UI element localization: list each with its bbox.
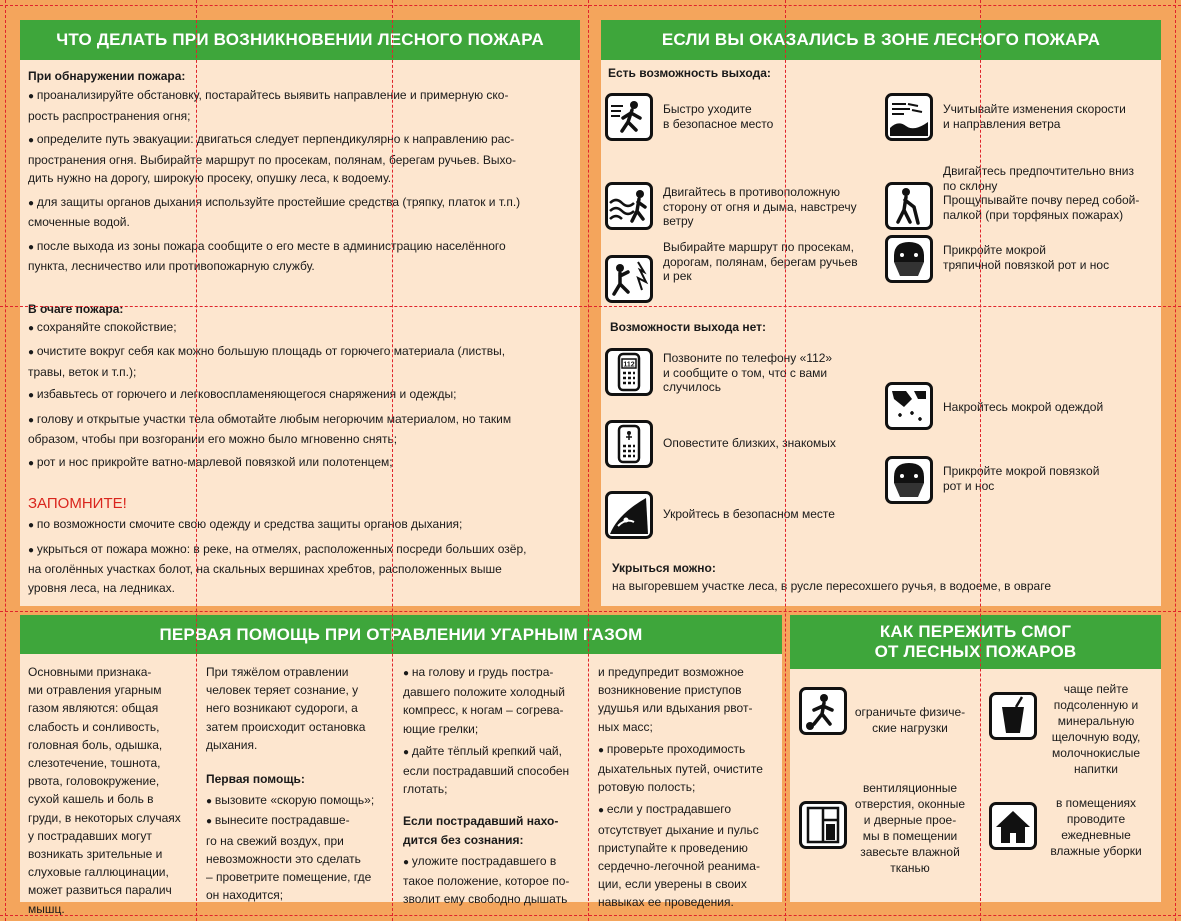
no-exit-item-3: Оповестите близких, знакомых xyxy=(663,436,836,450)
exit-heading: Есть возможность выхода: xyxy=(608,66,771,80)
walking-stick-icon xyxy=(885,182,933,230)
no-exit-item-2: Накройтесь мокрой одеждой xyxy=(943,400,1104,414)
list-item: уровня леса, на ледниках. xyxy=(28,580,175,595)
list-item: пространения огня. Выбирайте маршрут по просекам, полянам, берегам ручьев. Выхо- xyxy=(28,152,517,167)
no-exit-heading: Возможности выхода нет: xyxy=(610,320,767,334)
forest-fire-panel xyxy=(20,20,580,606)
phone-contacts-icon xyxy=(605,420,653,468)
shelter-text: на выгоревшем участке леса, в русле пересохшего ручья, в водоеме, в овраге xyxy=(612,579,1052,593)
fire-zone-title: ЕСЛИ ВЫ ОКАЗАЛИСЬ В ЗОНЕ ЛЕСНОГО ПОЖАРА xyxy=(601,20,1161,60)
first-aid-title: ПЕРВАЯ ПОМОЩЬ ПРИ ОТРАВЛЕНИИ УГАРНЫМ ГАЗОМ xyxy=(20,615,782,654)
wet-clothes-icon xyxy=(885,382,933,430)
list-item: травы, веток и т.п.); xyxy=(28,364,137,379)
list-item: ● сохраняйте спокойствие; xyxy=(28,318,570,339)
list-item: ● голову и открытые участки тела обмотайте любым негорючим материалом, но таким xyxy=(28,410,570,431)
list-item: ● определите путь эвакуации: двигаться следует перпендикулярно к направлению рас- xyxy=(28,130,570,151)
exit-item-3: Двигайтесь в противоположную сторону от огня и дыма, навстречу ветру xyxy=(663,185,857,228)
detection-list xyxy=(28,86,570,276)
running-person-icon xyxy=(605,93,653,141)
first-aid-col-3: ● на голову и грудь постра- давшего положите холодный компресс, к ногам – согрева- ющие грелки; ● дайте тёплый крепкий чай, если пострадавший способен глотать; Если пострадавший нахо- дится без сознания: ● уложите пострадавшего в такое положение, которое по- зволит ему свободно дышать xyxy=(403,663,583,908)
first-aid-col-4: и предупредит возможное возникновение приступов удушья или вдыхания рвот- ных масс; ● проверьте проходимость дыхательных путей, очистите ротовую полость; ● если у пострадавшего отсутствует дыхание и пульс приступайте к проведению сердечно-легочной реанима- ции, если уверены в своих навыках ее проведения. xyxy=(598,663,780,912)
phone-112-icon xyxy=(605,348,653,396)
remember-list xyxy=(28,515,570,597)
fold-guide xyxy=(1175,0,1176,921)
no-exit-item-4: Прикройте мокрой повязкой рот и нос xyxy=(943,464,1100,493)
first-aid-heading: Первая помощь: xyxy=(206,772,305,787)
no-exit-item-5: Укройтесь в безопасном месте xyxy=(663,507,835,521)
list-item: на оголённых участках болот, на скальных вершинах хребтов, расположенных выше xyxy=(28,562,502,576)
list-item: ● после выхода из зоны пожара сообщите о его месте в администрацию населённого xyxy=(28,237,570,258)
shelter-icon xyxy=(605,491,653,539)
fire-center-heading: В очаге пожара: xyxy=(28,301,124,316)
list-item: рость распространения огня; xyxy=(28,108,191,123)
list-item: ● проанализируйте обстановку, постарайтесь выявить направление и примерную ско- xyxy=(28,86,570,107)
remember-heading: ЗАПОМНИТЕ! xyxy=(28,495,127,512)
fire-zone-panel xyxy=(601,20,1161,606)
smoke-escape-icon xyxy=(605,182,653,230)
exit-item-5: Выбирайте маршрут по просекам, дорогам, полянам, берегам ручьев и рек xyxy=(663,240,858,283)
face-mask-icon xyxy=(885,235,933,283)
house-icon xyxy=(989,802,1037,850)
first-aid-col-1: Основными признака- ми отравления угарным газом являются: общая слабость и сонливость, головная боль, одышка, слезотечение, тошнота, рвота, головокружение, сухой кашель и боль в груди, в некоторых случаях у пострадавших могут возникать зрительные и слуховые галлюцинации, может развиться паралич мышц. xyxy=(28,665,181,916)
detection-heading: При обнаружении пожара: xyxy=(28,69,186,83)
exit-item-1: Быстро уходите в безопасное место xyxy=(663,102,774,131)
exercise-icon xyxy=(799,687,847,735)
list-item: смоченные водой. xyxy=(28,215,130,229)
list-item: ● укрыться от пожара можно: в реке, на отмелях, расположенных посреди больших озёр, xyxy=(28,540,570,561)
no-exit-item-1: Позвоните по телефону «112» и сообщите о том, что с вами случилось xyxy=(663,351,833,394)
smog-title: КАК ПЕРЕЖИТЬ СМОГ ОТ ЛЕСНЫХ ПОЖАРОВ xyxy=(790,615,1161,669)
window-icon xyxy=(799,801,847,849)
smog-item-2: чаще пейте подсоленную и минеральную щелочную воду, молочнокислые напитки xyxy=(1051,682,1141,776)
list-item: пункта, лесничество или противопожарную службу. xyxy=(28,259,315,273)
phone-112-label: 112 xyxy=(623,361,635,369)
first-aid-col-2: При тяжёлом отравлении человек теряет сознание, у него возникают судороги, а затем происходит остановка дыхания. Первая помощь: ● вызовите «скорую помощь»; ● вынесите пострадавше- го на свежий воздух, при невозможности это сделать – проветрите помещение, где он находится; xyxy=(206,663,384,904)
shelter-heading: Укрыться можно: xyxy=(612,561,716,575)
list-item: ● по возможности смочите свою одежду и средства защиты органов дыхания; xyxy=(28,515,570,536)
wind-icon xyxy=(885,93,933,141)
forest-fire-title: ЧТО ДЕЛАТЬ ПРИ ВОЗНИКНОВЕНИИ ЛЕСНОГО ПОЖАРА xyxy=(20,20,580,60)
smog-item-4: в помещениях проводите ежедневные влажные уборки xyxy=(1050,796,1142,858)
unconscious-heading: Если пострадавший нахо- дится без сознания: xyxy=(403,814,559,847)
smog-panel xyxy=(790,615,1161,902)
smog-item-3: вентиляционные отверстия, оконные и дверные прое- мы в помещении завесьте влажной тканью xyxy=(854,781,966,875)
fold-guide xyxy=(0,611,1181,612)
list-item: ● избавьтесь от горючего и легковоспламеняющегося снаряжения и одежды; xyxy=(28,385,570,406)
exit-item-6: Прикройте мокрой тряпичной повязкой рот и нос xyxy=(943,243,1110,272)
list-item: ● рот и нос прикройте ватно-марлевой повязкой или полотенцем; xyxy=(28,453,570,474)
route-icon xyxy=(605,255,653,303)
list-item: образом, чтобы при возгорании его можно было мгновенно снять; xyxy=(28,432,398,446)
fire-center-list xyxy=(28,318,570,474)
face-mask-icon xyxy=(885,456,933,504)
first-aid-panel xyxy=(20,615,782,916)
exit-item-2: Учитывайте изменения скорости и направления ветра xyxy=(943,102,1126,131)
list-item: ● очистите вокруг себя как можно большую площадь от горючего материала (листвы, xyxy=(28,342,570,363)
list-item: дить нужно на дорогу, широкую просеку, опушку леса, к водоему. xyxy=(28,171,392,185)
exit-item-4: Двигайтесь предпочтительно вниз по склону Прощупывайте почву перед собой- палкой (при торфяных пожарах) xyxy=(943,164,1140,222)
list-item: ● для защиты органов дыхания используйте простейшие средства (тряпку, платок и т.п.) xyxy=(28,193,570,214)
fold-guide xyxy=(5,0,6,921)
smog-item-1: ограничьте физиче- ские нагрузки xyxy=(854,705,966,735)
fold-guide xyxy=(0,5,1181,6)
drink-icon xyxy=(989,692,1037,740)
